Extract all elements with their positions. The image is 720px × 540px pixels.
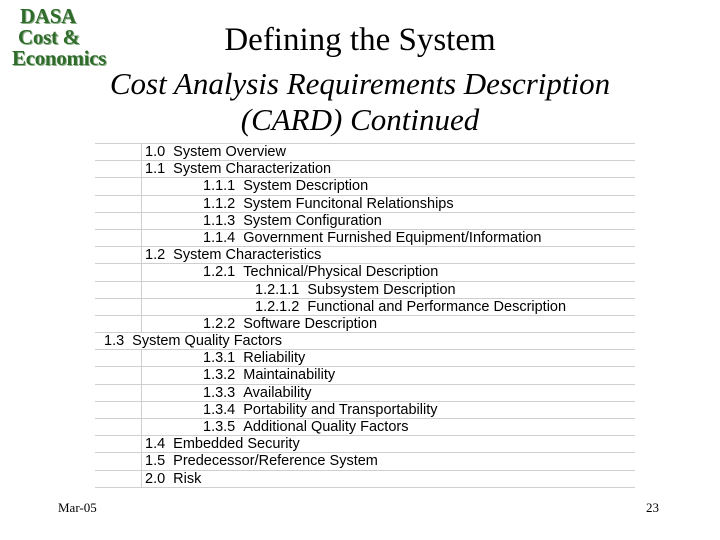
outline-text: Government Furnished Equipment/Information	[243, 229, 542, 246]
logo-line-3: Economics	[12, 46, 107, 70]
outline-row	[95, 350, 635, 367]
outline-number: 1.3.5	[203, 419, 236, 435]
outline-table	[95, 143, 635, 488]
outline-text: Software Description	[243, 315, 378, 332]
outline-text: Additional Quality Factors	[243, 419, 409, 435]
outline-text: Technical/Physical Description	[243, 264, 439, 281]
outline-text: Predecessor/Reference System	[173, 453, 378, 470]
subtitle-line-1: Cost Analysis Requirements Description	[109, 66, 611, 101]
outline-row	[95, 282, 635, 299]
outline-number: 1.3	[104, 333, 125, 350]
outline-text: System Characteristics	[173, 247, 322, 264]
logo-line-2: Cost &	[18, 25, 80, 49]
outline-text: System Description	[243, 178, 369, 195]
outline-number: 1.4	[145, 436, 166, 453]
outline-text: Maintainability	[243, 367, 336, 384]
outline-number: 1.3.3	[203, 384, 236, 401]
slide-subtitle	[80, 66, 640, 138]
outline-text: System Configuration	[243, 212, 382, 229]
outline-number: 1.1	[145, 161, 166, 178]
outline-row	[95, 436, 635, 453]
outline-number: 1.3.1	[203, 350, 236, 367]
outline-row	[95, 316, 635, 333]
logo-line-1: DASA	[20, 4, 76, 28]
outline-row	[95, 264, 635, 281]
outline-text: Functional and Performance Description	[307, 298, 567, 315]
outline-text: Risk	[173, 470, 202, 487]
outline-number: 1.1.3	[203, 212, 236, 229]
outline-text: Availability	[243, 384, 312, 401]
outline-text: Embedded Security	[173, 436, 300, 453]
outline-row	[95, 178, 635, 195]
outline-number: 1.2.1	[203, 264, 236, 281]
outline-text: Portability and Transportability	[243, 401, 438, 418]
outline-text: System Quality Factors	[132, 333, 283, 350]
outline-row	[95, 385, 635, 402]
page-number: 23	[646, 500, 659, 515]
outline-row	[95, 230, 635, 247]
outline-row	[95, 402, 635, 419]
outline-row	[95, 419, 635, 436]
outline-number: 1.0	[145, 144, 166, 160]
outline-number: 1.5	[145, 453, 166, 470]
footer-date: Mar-05	[58, 500, 97, 515]
outline-text: Reliability	[243, 350, 306, 367]
outline-row	[95, 333, 635, 350]
outline-number: 1.3.2	[203, 367, 236, 384]
outline-number: 1.2	[145, 247, 166, 264]
outline-number: 1.3.4	[203, 401, 236, 418]
outline-number: 1.1.1	[203, 178, 236, 195]
outline-row	[95, 213, 635, 230]
outline-text: System Characterization	[173, 161, 332, 178]
outline-number: 1.1.4	[203, 229, 236, 246]
outline-row	[95, 471, 635, 488]
outline-row	[95, 144, 635, 161]
outline-row	[95, 196, 635, 213]
outline-text: System Overview	[173, 144, 286, 160]
outline-row	[95, 453, 635, 470]
outline-text: Subsystem Description	[307, 281, 456, 298]
outline-number: 1.1.2	[203, 195, 236, 212]
outline-row	[95, 299, 635, 316]
outline-row	[95, 247, 635, 264]
outline-number: 1.2.2	[203, 315, 236, 332]
dasa-logo	[12, 6, 116, 72]
outline-number: 1.2.1.1	[255, 281, 300, 298]
outline-row	[95, 367, 635, 384]
outline-number: 1.2.1.2	[255, 298, 300, 315]
slide-title: Defining the System	[224, 22, 496, 58]
subtitle-line-2: (CARD) Continued	[240, 102, 480, 137]
outline-row	[95, 161, 635, 178]
outline-number: 2.0	[145, 470, 166, 487]
outline-text: System Funcitonal Relationships	[243, 195, 454, 212]
